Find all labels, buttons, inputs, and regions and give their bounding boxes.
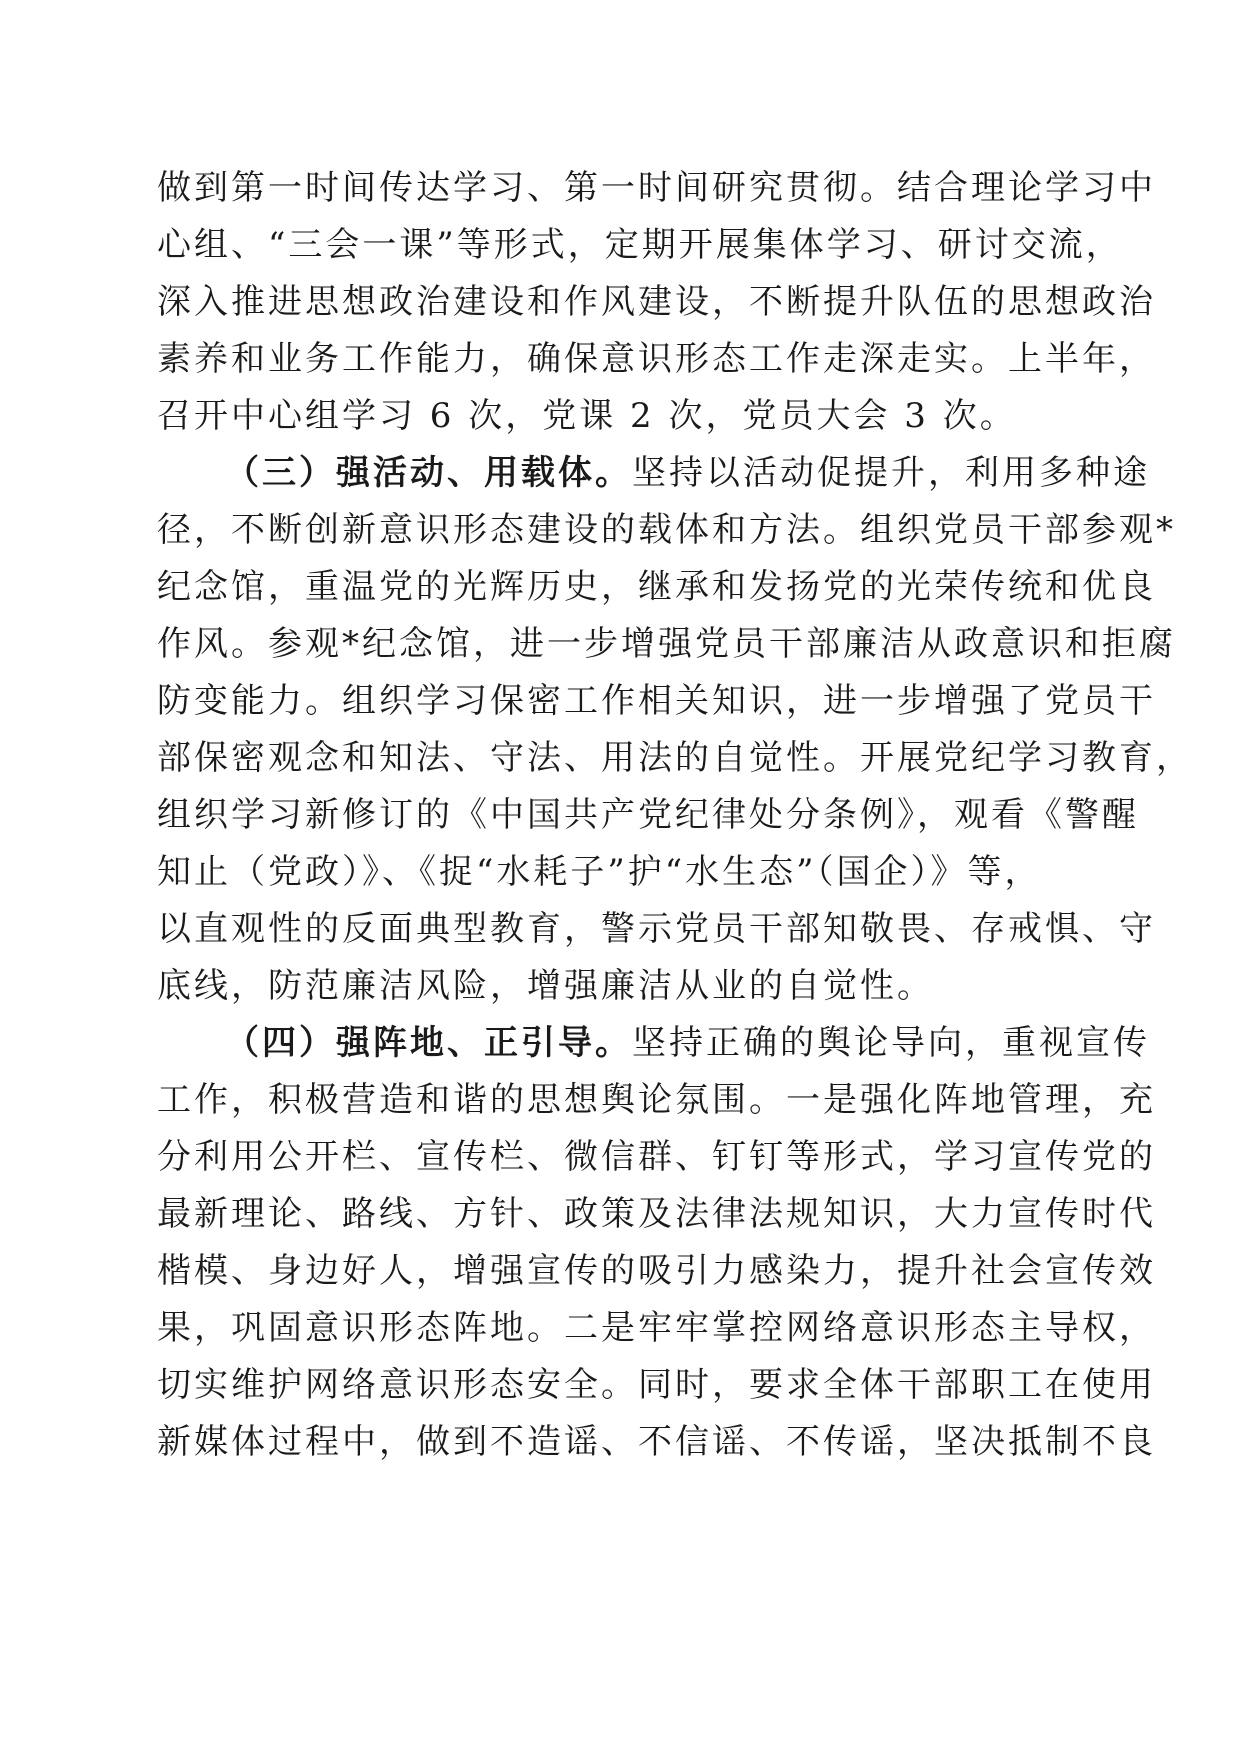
body-text-line: 做到第一时间传达学习、第一时间研究贯彻。结合理论学习中: [157, 168, 1156, 208]
body-text-line: 工作，积极营造和谐的思想舆论氛围。一是强化阵地管理，充: [157, 1080, 1156, 1120]
body-text-line: 召开中心组学习 6 次，党课 2 次，党员大会 3 次。: [157, 396, 1017, 436]
body-text-line: 防变能力。组织学习保密工作相关知识，进一步增强了党员干: [157, 681, 1156, 721]
body-text-line: 部保密观念和知法、守法、用法的自觉性。开展党纪学习教育，: [157, 738, 1193, 778]
body-text-line: 新媒体过程中，做到不造谣、不信谣、不传谣，坚决抵制不良: [157, 1422, 1156, 1462]
paragraph-first-line: [225, 451, 1150, 495]
body-text-line: 深入推进思想政治建设和作风建设，不断提升队伍的思想政治: [157, 282, 1156, 322]
body-text-line: 以直观性的反面典型教育，警示党员干部知敬畏、存戒惧、守: [157, 909, 1156, 949]
body-text-line: 底线，防范廉洁风险，增强廉洁从业的自觉性。: [157, 966, 934, 1006]
body-text-line: 作风。参观*纪念馆，进一步增强党员干部廉洁从政意识和拒腐: [157, 624, 1176, 664]
body-text-line: 组织学习新修订的《中国共产党纪律处分条例》，观看《警醒: [157, 795, 1139, 835]
body-text-line: 果，巩固意识形态阵地。二是牢牢掌控网络意识形态主导权，: [157, 1308, 1156, 1348]
section-heading: （三）强活动、用载体。: [225, 453, 632, 493]
paragraph-first-line: [225, 1021, 1150, 1065]
body-text-line: 分利用公开栏、宣传栏、微信群、钉钉等形式，学习宣传党的: [157, 1137, 1156, 1177]
body-text-line: 知止（党政）》、《捉“水耗子”护“水生态”（国企）》等，: [157, 852, 1042, 892]
body-text: 坚持以活动促提升，利用多种途: [632, 453, 1150, 493]
body-text-line: 最新理论、路线、方针、政策及法律法规知识，大力宣传时代: [157, 1194, 1156, 1234]
body-text-line: 素养和业务工作能力，确保意识形态工作走深走实。上半年，: [157, 339, 1156, 379]
body-text-line: 纪念馆，重温党的光辉历史，继承和发扬党的光荣传统和优良: [157, 567, 1156, 607]
body-text-line: 楷模、身边好人，增强宣传的吸引力感染力，提升社会宣传效: [157, 1251, 1156, 1291]
body-text-line: 切实维护网络意识形态安全。同时，要求全体干部职工在使用: [157, 1365, 1156, 1405]
section-heading: （四）强阵地、正引导。: [225, 1023, 632, 1063]
body-text-line: 径，不断创新意识形态建设的载体和方法。组织党员干部参观*: [157, 510, 1176, 550]
body-text: 坚持正确的舆论导向，重视宣传: [632, 1023, 1150, 1063]
body-text-line: 心组、“三会一课”等形式，定期开展集体学习、研讨交流，: [157, 225, 1123, 265]
